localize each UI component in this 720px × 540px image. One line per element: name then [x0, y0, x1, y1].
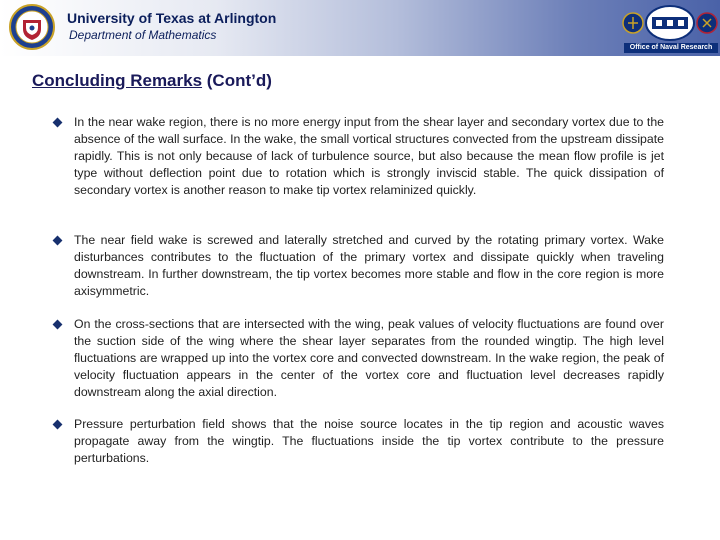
diamond-bullet-icon	[53, 236, 63, 246]
sponsor-caption: Office of Naval Research	[624, 43, 718, 53]
diamond-bullet-icon	[53, 420, 63, 430]
slide-title	[32, 71, 272, 91]
header-band	[0, 0, 720, 56]
ut-arlington-seal-icon	[9, 4, 55, 50]
bullet-text: Pressure perturbation field shows that the noise source locates in the tip region and acoustic waves propagate away from the wingtip. The fluctuations inside the tip vortex contribute to the pressure perturbations.	[74, 417, 664, 465]
slide-title-suffix: (Cont’d)	[202, 71, 272, 90]
bullet-text: On the cross-sections that are intersected with the wing, peak values of velocity fluctuations are found over the suction side of the wing where the shear layer separates from the rounded wingtip. The high level fluctuations are wrapped up into the vortex core and convected downstream. In the wake region, the peak of velocity fluctuation appears in the center of the vortex core and fluctuation level decreases rapidly downstream along the axial direction.	[74, 317, 664, 399]
department-name: Department of Mathematics	[69, 28, 217, 42]
diamond-bullet-icon	[53, 320, 63, 330]
bullet-text: In the near wake region, there is no more energy input from the shear layer and secondary vortex due to the absence of the wall surface. In the wake, the small vortical structures convected from the upstream dissipate rapidly. This is not only because of lack of turbulence source, but also because the mean flow profile is jet type without deflection point due to rotation which is strongly inviscid stable. The quick dissipation of secondary vortex is another reason to make tip vortex relaminized quickly.	[74, 115, 664, 197]
onr-navy-logo-icon	[622, 3, 718, 43]
slide-title-main: Concluding Remarks	[32, 71, 203, 90]
diamond-bullet-icon	[53, 118, 63, 128]
university-name: University of Texas at Arlington	[67, 10, 277, 26]
bullet-text: The near field wake is screwed and laterally stretched and curved by the rotating primary vortex. Wake disturbances contributes to the fluctuation of the primary vortex and dissipate quickly when traveling downstream. In further downstream, the tip vortex becomes more stable and flow in the core region is more axisymmetric.	[74, 233, 664, 298]
